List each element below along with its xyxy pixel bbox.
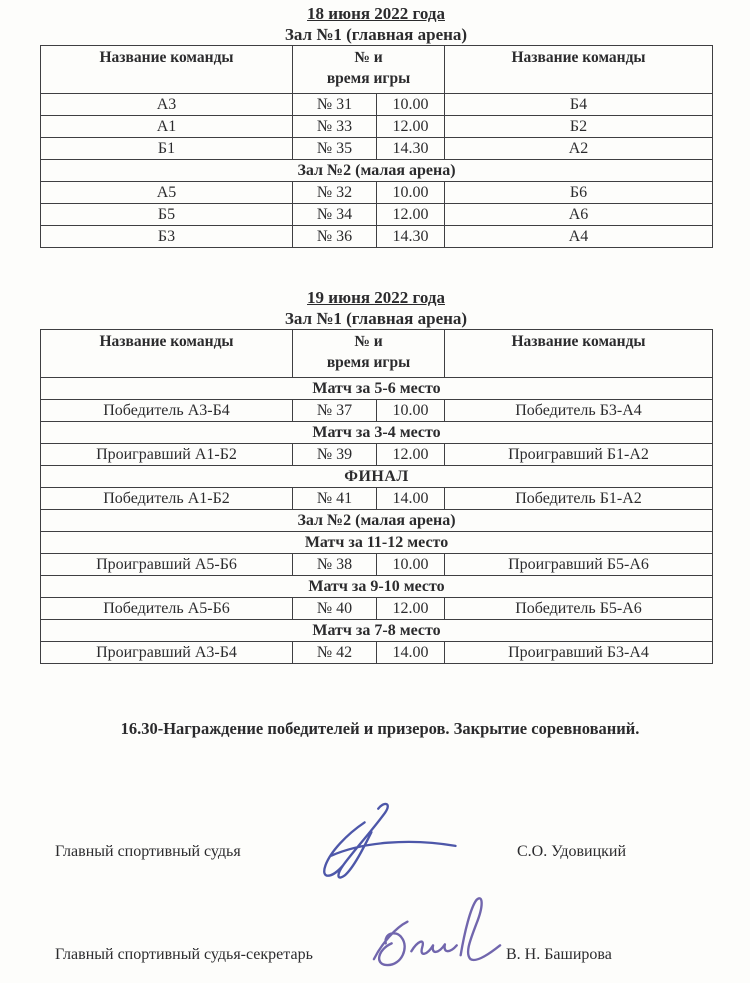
game-time-cell: 10.00 bbox=[377, 554, 445, 576]
section-label: Матч за 5-6 место bbox=[41, 378, 713, 400]
section-row bbox=[41, 576, 713, 598]
team-left-cell: Победитель А3-Б4 bbox=[41, 400, 293, 422]
game-no-cell: № 40 bbox=[293, 598, 377, 620]
table-row bbox=[41, 226, 713, 248]
day2-hall1-title: Зал №1 (главная арена) bbox=[284, 309, 468, 328]
final-label: ФИНАЛ bbox=[41, 466, 713, 488]
day2-schedule-table bbox=[40, 329, 713, 664]
day1-date-title: 18 июня 2022 года bbox=[307, 4, 445, 23]
team-right-cell: Проигравший Б3-А4 bbox=[445, 642, 713, 664]
team-right-cell: Победитель Б3-А4 bbox=[445, 400, 713, 422]
table-row bbox=[41, 204, 713, 226]
game-time-cell: 14.30 bbox=[377, 138, 445, 160]
signature-scribble-icon bbox=[315, 797, 463, 885]
section-row bbox=[41, 422, 713, 444]
table-row bbox=[41, 182, 713, 204]
header-game bbox=[293, 330, 445, 378]
game-time-cell: 10.00 bbox=[377, 182, 445, 204]
team-right-cell: А4 bbox=[445, 226, 713, 248]
team-left-cell: Б3 bbox=[41, 226, 293, 248]
hall2-banner-row bbox=[41, 160, 713, 182]
team-left-cell: Победитель А1-Б2 bbox=[41, 488, 293, 510]
game-time-cell: 12.00 bbox=[377, 444, 445, 466]
header-game-line2: время игры bbox=[326, 354, 411, 371]
game-no-cell: № 38 bbox=[293, 554, 377, 576]
day2-date-title: 19 июня 2022 года bbox=[307, 288, 445, 307]
section-label: Матч за 7-8 место bbox=[41, 620, 713, 642]
section-label: Матч за 11-12 место bbox=[41, 532, 713, 554]
game-time-cell: 10.00 bbox=[377, 94, 445, 116]
table-row bbox=[41, 116, 713, 138]
team-right-cell: Б6 bbox=[445, 182, 713, 204]
header-team-left: Название команды bbox=[41, 46, 293, 94]
game-time-cell: 12.00 bbox=[377, 598, 445, 620]
section-row bbox=[41, 466, 713, 488]
section-row bbox=[41, 532, 713, 554]
header-game-line1: № и bbox=[354, 333, 383, 350]
hall2-banner-row bbox=[41, 510, 713, 532]
game-time-cell: 14.00 bbox=[377, 642, 445, 664]
game-time-cell: 10.00 bbox=[377, 400, 445, 422]
header-team-left: Название команды bbox=[41, 330, 293, 378]
team-left-cell: А1 bbox=[41, 116, 293, 138]
team-right-cell: Победитель Б1-А2 bbox=[445, 488, 713, 510]
section-label: Матч за 9-10 место bbox=[41, 576, 713, 598]
day2-header-row bbox=[41, 330, 713, 378]
table-row bbox=[41, 400, 713, 422]
team-left-cell: Б1 bbox=[41, 138, 293, 160]
header-game-line1: № и bbox=[354, 49, 383, 66]
team-right-cell: Проигравший Б5-А6 bbox=[445, 554, 713, 576]
signature-scribble-icon bbox=[368, 888, 506, 982]
section-row bbox=[41, 620, 713, 642]
game-no-cell: № 36 bbox=[293, 226, 377, 248]
game-no-cell: № 33 bbox=[293, 116, 377, 138]
team-right-cell: А6 bbox=[445, 204, 713, 226]
game-no-cell: № 31 bbox=[293, 94, 377, 116]
team-left-cell: Победитель А5-Б6 bbox=[41, 598, 293, 620]
team-right-cell: Проигравший Б1-А2 bbox=[445, 444, 713, 466]
header-team-right: Название команды bbox=[445, 46, 713, 94]
chief-judge-role-label: Главный спортивный судья bbox=[55, 843, 241, 860]
day2-hall2-title: Зал №2 (малая арена) bbox=[41, 510, 713, 532]
team-right-cell: Б2 bbox=[445, 116, 713, 138]
table-row bbox=[41, 94, 713, 116]
day2-titles bbox=[0, 284, 750, 329]
table-row bbox=[41, 444, 713, 466]
team-left-cell: А3 bbox=[41, 94, 293, 116]
chief-judge-name: С.О. Удовицкий bbox=[517, 843, 627, 860]
header-game bbox=[293, 46, 445, 94]
secretary-name: В. Н. Баширова bbox=[506, 946, 612, 963]
game-no-cell: № 32 bbox=[293, 182, 377, 204]
day1-hall1-title: Зал №1 (главная арена) bbox=[284, 25, 468, 44]
secretary-role-label: Главный спортивный судья-секретарь bbox=[55, 946, 313, 963]
game-time-cell: 12.00 bbox=[377, 116, 445, 138]
team-left-cell: Проигравший А1-Б2 bbox=[41, 444, 293, 466]
header-game-line2: время игры bbox=[326, 70, 411, 87]
game-time-cell: 14.30 bbox=[377, 226, 445, 248]
team-right-cell: Б4 bbox=[445, 94, 713, 116]
header-team-right: Название команды bbox=[445, 330, 713, 378]
day1-hall2-title: Зал №2 (малая арена) bbox=[41, 160, 713, 182]
team-left-cell: А5 bbox=[41, 182, 293, 204]
game-no-cell: № 35 bbox=[293, 138, 377, 160]
game-no-cell: № 34 bbox=[293, 204, 377, 226]
table-row bbox=[41, 554, 713, 576]
table-row bbox=[41, 598, 713, 620]
game-time-cell: 12.00 bbox=[377, 204, 445, 226]
game-no-cell: № 37 bbox=[293, 400, 377, 422]
game-no-cell: № 39 bbox=[293, 444, 377, 466]
section-row bbox=[41, 378, 713, 400]
day1-titles bbox=[0, 0, 750, 45]
team-right-cell: Победитель Б5-А6 bbox=[445, 598, 713, 620]
day1-schedule-table bbox=[40, 45, 713, 248]
game-no-cell: № 41 bbox=[293, 488, 377, 510]
section-label: Матч за 3-4 место bbox=[41, 422, 713, 444]
day1-header-row bbox=[41, 46, 713, 94]
team-left-cell: Проигравший А5-Б6 bbox=[41, 554, 293, 576]
closing-statement: 16.30-Награждение победителей и призеров. Закрытие соревнований. bbox=[120, 719, 640, 738]
team-right-cell: А2 bbox=[445, 138, 713, 160]
game-no-cell: № 42 bbox=[293, 642, 377, 664]
team-left-cell: Б5 bbox=[41, 204, 293, 226]
table-row bbox=[41, 138, 713, 160]
game-time-cell: 14.00 bbox=[377, 488, 445, 510]
table-row bbox=[41, 488, 713, 510]
team-left-cell: Проигравший А3-Б4 bbox=[41, 642, 293, 664]
table-row bbox=[41, 642, 713, 664]
